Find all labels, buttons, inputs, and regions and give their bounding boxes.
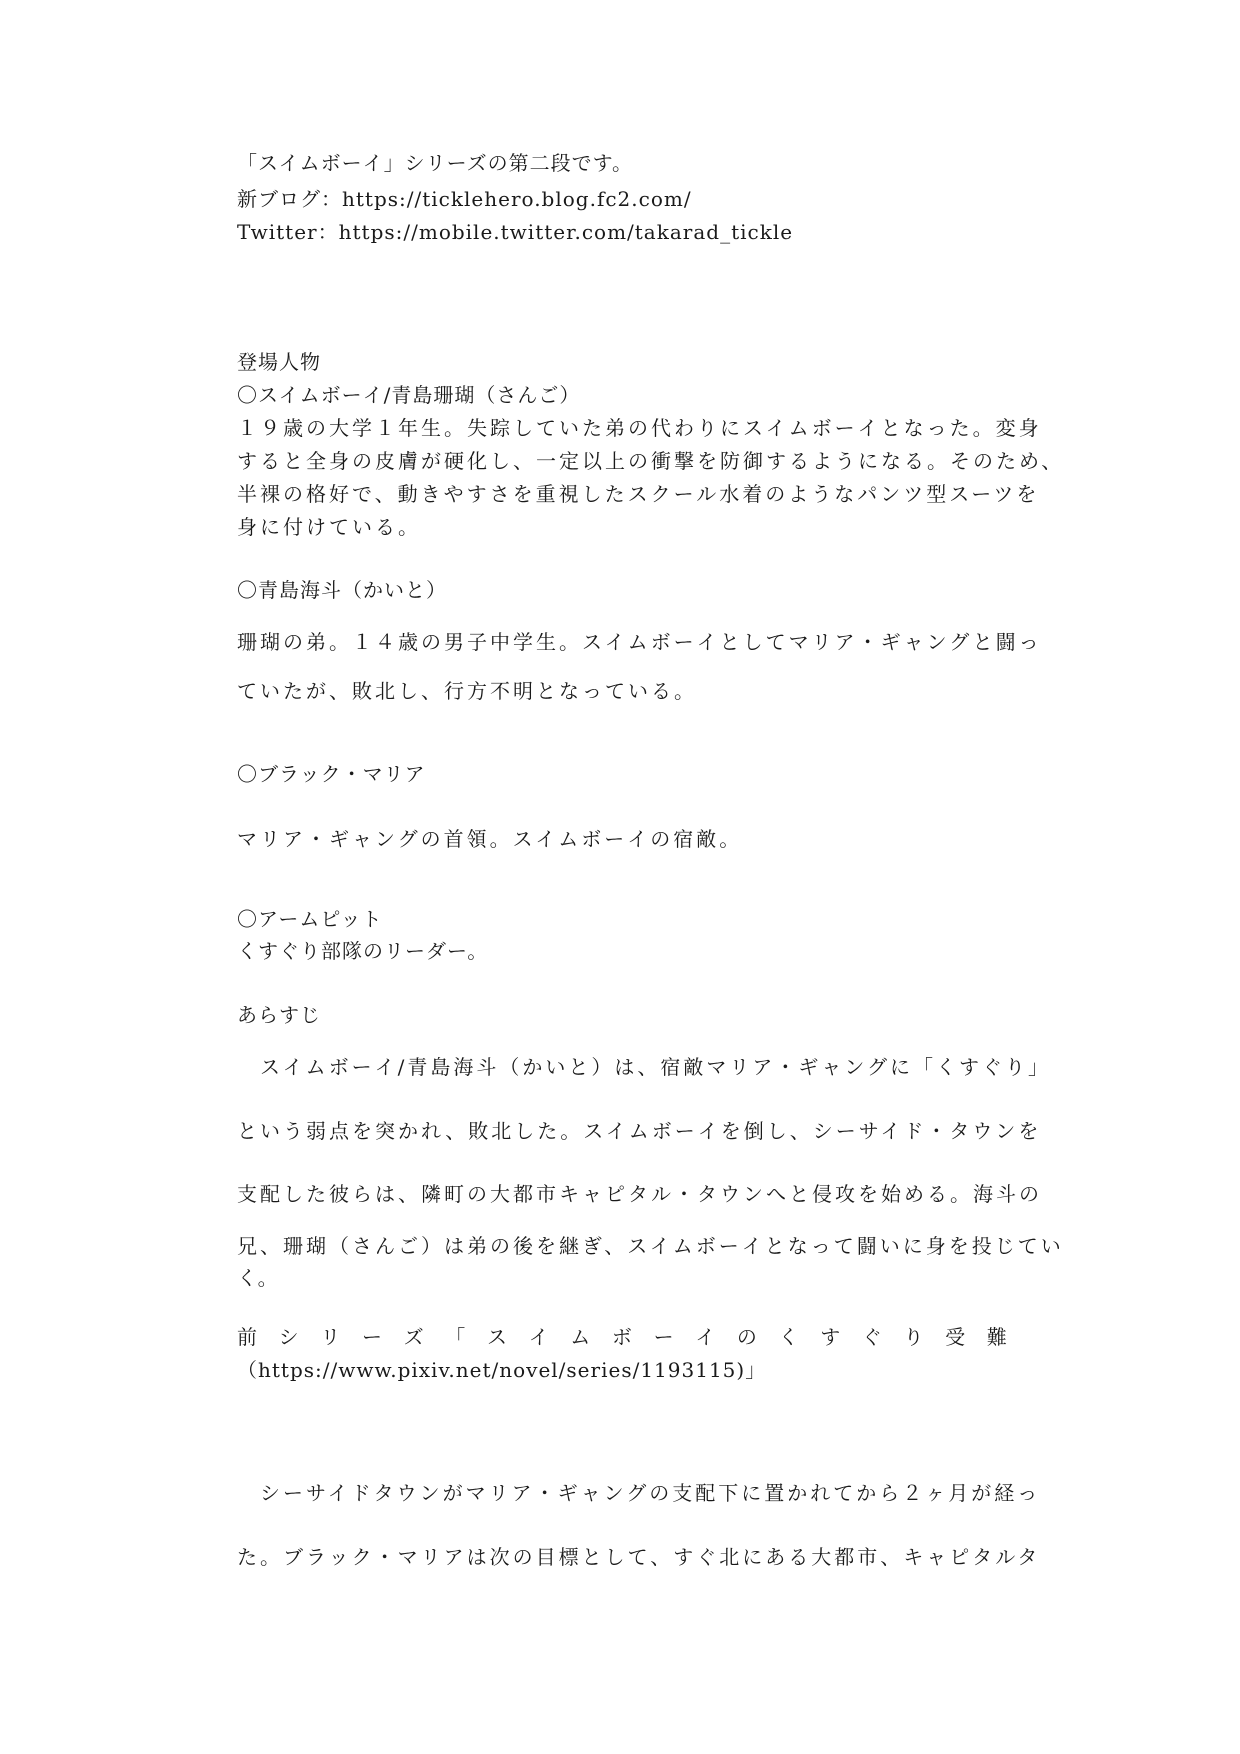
previous-series-char: 前	[237, 1325, 257, 1349]
previous-series-char: ー	[653, 1325, 674, 1349]
previous-series-link[interactable]: （https://www.pixiv.net/novel/series/1193115)」	[237, 1358, 767, 1382]
character-desc-line: 身に付けている。	[237, 515, 421, 539]
previous-series-char: す	[820, 1325, 841, 1349]
synopsis-line: 支配した彼らは、隣町の大都市キャピタル・タウンへと侵攻を始める。海斗の	[237, 1182, 1042, 1206]
story-line: シーサイドタウンがマリア・ギャングの支配下に置かれてから２ヶ月が経っ	[237, 1481, 1041, 1505]
previous-series-char: ぐ	[861, 1325, 882, 1349]
previous-series-char: ズ	[403, 1325, 424, 1349]
previous-series-char: ボ	[611, 1325, 632, 1349]
characters-heading: 登場人物	[237, 350, 321, 374]
blog-link[interactable]: 新ブログ：https://ticklehero.blog.fc2.com/	[237, 187, 692, 211]
previous-series-char: り	[903, 1325, 924, 1349]
twitter-link[interactable]: Twitter：https://mobile.twitter.com/takarad_tickle	[237, 220, 794, 244]
previous-series-char: く	[778, 1325, 799, 1349]
synopsis-heading: あらすじ	[237, 1003, 321, 1027]
synopsis-line: く。	[237, 1266, 279, 1290]
synopsis-line: 兄、珊瑚（さんご）は弟の後を継ぎ、スイムボーイとなって闘いに身を投じてい	[237, 1234, 1064, 1258]
previous-series-char: イ	[528, 1325, 549, 1349]
story-line: た。ブラック・マリアは次の目標として、すぐ北にある大都市、キャピタルタ	[237, 1545, 1041, 1569]
character-name-sango: 〇スイムボーイ/青島珊瑚（さんご）	[237, 383, 581, 407]
intro-line: 「スイムボーイ」シリーズの第二段です。	[237, 151, 633, 175]
character-desc-line: 珊瑚の弟。１４歳の男子中学生。スイムボーイとしてマリア・ギャングと闘っ	[237, 630, 1042, 654]
previous-series-char: 受	[945, 1325, 966, 1349]
character-name-armpit: 〇アームピット	[237, 907, 383, 931]
character-desc-line: マリア・ギャングの首領。スイムボーイの宿敵。	[237, 827, 743, 851]
previous-series-char: の	[736, 1325, 757, 1349]
previous-series-char: 難	[986, 1325, 1007, 1349]
previous-series-char: リ	[320, 1325, 341, 1349]
character-name-maria: 〇ブラック・マリア	[237, 762, 426, 786]
character-desc-line: くすぐり部隊のリーダー。	[237, 939, 489, 963]
previous-series-char: イ	[695, 1325, 716, 1349]
previous-series-char: シ	[278, 1325, 299, 1349]
character-desc-line: １９歳の大学１年生。失踪していた弟の代わりにスイムボーイとなった。変身	[237, 416, 1042, 440]
synopsis-line: スイムボーイ/青島海斗（かいと）は、宿敵マリア・ギャングに「くすぐり」	[237, 1055, 1051, 1079]
character-desc-line: 半裸の格好で、動きやすさを重視したスクール水着のようなパンツ型スーツを	[237, 482, 1040, 506]
previous-series-title	[237, 1327, 1007, 1347]
previous-series-char: ス	[486, 1325, 507, 1349]
previous-series-char: ム	[570, 1325, 591, 1349]
character-desc-line: ていたが、敗北し、行方不明となっている。	[237, 679, 697, 703]
character-desc-line: すると全身の皮膚が硬化し、一定以上の衝撃を防御するようになる。そのため、	[237, 449, 1065, 473]
previous-series-char: ー	[361, 1325, 382, 1349]
previous-series-char: 「	[445, 1325, 466, 1349]
synopsis-line: という弱点を突かれ、敗北した。スイムボーイを倒し、シーサイド・タウンを	[237, 1119, 1042, 1143]
character-name-kaito: 〇青島海斗（かいと）	[237, 578, 447, 602]
